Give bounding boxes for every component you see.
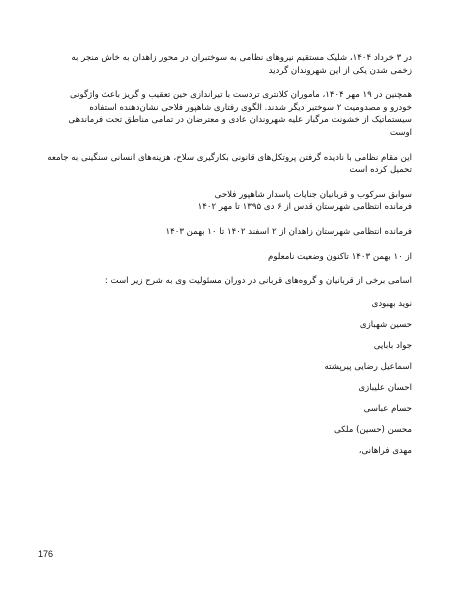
text-line: در ۳ خرداد ۱۴۰۴، شلیک مستقیم نیروهای نظامی به سوختبران در محور زاهدان به خاش منجر به [71,53,412,63]
text-line: اسامی برخی از قربانیان و گروه‌های قربانی در دوران مسئولیت وی به شرح زیر است : [104,276,412,287]
text-line: همچنین در ۱۹ مهر ۱۴۰۴، ماموران کلانتری تردست با تیراندازی حین تعقیب و گریز باعث واژگونی [69,90,412,101]
list-item: اسماعیل رضایی پیرپشته [324,361,412,372]
list-item: حسین شهبازی [359,319,412,330]
text-line: سیستماتیک از خشونت مرگبار علیه شهروندان عادی و معترضان در تمامی مناطق تحت فرماندهی [68,115,412,126]
text-line: سوابق سرکوب و قربانیان جنایات پاسدار شاهپور فلاحی [214,189,412,200]
text-line: زخمی شدن یکی از این شهروندان گردید [268,65,412,76]
paragraph [52,52,412,77]
list-item: مهدی فراهانی، [358,445,412,456]
page-number: 176 [38,549,54,559]
text-line: فرمانده انتظامی شهرستان زاهدان از ۲ اسفند ۱۴۰۲ تا ۱۰ بهمن ۱۴۰۳ [165,226,412,237]
text-line: این مقام نظامی با نادیده گرفتن پروتکل‌های قانونی بکارگیری سلاح، هزینه‌های انسانی سنگینی به جامعه [47,152,412,163]
list-item: نوید بهبودی [371,298,412,309]
paragraph [52,189,412,214]
paragraph [52,89,412,139]
paragraph [47,152,412,177]
text-line: از ۱۰ بهمن ۱۴۰۳ تاکنون وضعیت نامعلوم [268,251,412,262]
list-item: جواد بابایی [373,340,412,351]
text-line: خودرو و مصدومیت ۲ سوختبر دیگر شدند. الگوی رفتاری شاهپور فلاحی نشان‌دهنده استفاده [89,102,412,113]
document-body [47,52,412,466]
paragraph [52,275,412,288]
victims-list [52,298,412,466]
paragraph [52,226,412,239]
paragraph [52,251,412,264]
text-line: تحمیل کرده است [349,165,412,176]
list-item: حسام عباسی [363,403,412,414]
list-item: احسان علیبازی [358,382,412,393]
list-item: محسن (حسین) ملکی [334,424,412,435]
text-line: فرمانده انتظامی شهرستان قدس از ۶ دی ۱۳۹۵ تا مهر ۱۴۰۲ [197,202,412,213]
text-line: اوست [389,127,412,138]
